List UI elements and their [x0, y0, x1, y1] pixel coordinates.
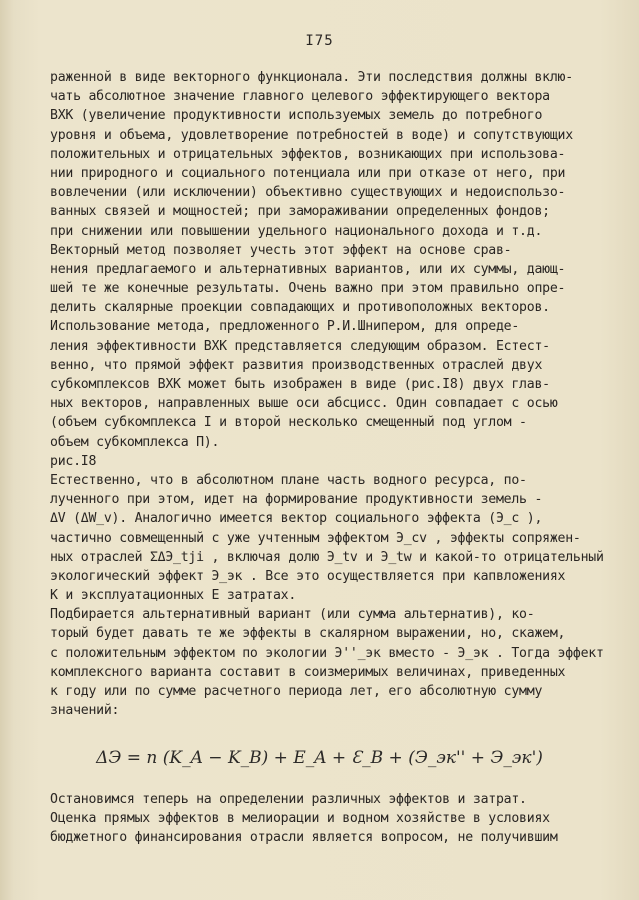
- text-line: с положительным эффектом по экологии Э''_эк вместо - Э_эк . Тогда эффект: [50, 645, 604, 661]
- text-line: чать абсолютное значение главного целевого эффектирующего вектора: [50, 89, 550, 105]
- text-line: Естественно, что в абсолютном плане часть водного ресурса, по-: [50, 472, 527, 488]
- text-line: ВХК (увеличение продуктивности используемых земель до потребного: [50, 108, 543, 124]
- text-line: комплексного варианта составит в соизмеримых величинах, приведенных: [50, 664, 566, 680]
- text-line: венно, что прямой эффект развития производственных отраслей двух: [50, 357, 543, 373]
- text-line: частично совмещенный с уже учтенным эффектом Э_cv , эффекты сопряжен-: [50, 530, 581, 546]
- equation: ΔЭ = n (K_A − K_B) + E_A + Ɛ_B + (Э_эк'' + Э_эк'): [96, 748, 543, 768]
- text-line: субкомплексов ВХК может быть изображен в виде (рис.I8) двух глав-: [50, 377, 550, 392]
- text-line: (объем субкомплекса I и второй несколько смещенный под углом -: [50, 415, 527, 431]
- text-line: при снижении или повышении удельного национального дохода и т.д.: [50, 223, 543, 239]
- text-line: Подбирается альтернативный вариант (или сумма альтернатив), ко-: [50, 607, 535, 623]
- page-number: I75: [305, 33, 334, 49]
- text-line: К и эксплуатационных Е затратах.: [50, 588, 297, 604]
- text-line: вовлечении (или исключении) объективно существующих и недоиспользо-: [50, 185, 566, 201]
- text-line: ных векторов, направленных выше оси абсцисс. Один совпадает с осью: [50, 396, 558, 412]
- text-line: ления эффективности ВХК представляется следующим образом. Естест-: [50, 338, 550, 354]
- text-line: значений:: [50, 703, 120, 719]
- text-line: раженной в виде векторного функционала. Эти последствия должны вклю-: [50, 70, 573, 85]
- text-line: шей те же конечные результаты. Очень важно при этом правильно опре-: [50, 281, 566, 297]
- text-line: к году или по сумме расчетного периода лет, его абсолютную сумму: [50, 684, 543, 699]
- text-line: торый будет давать те же эффекты в скалярном выражении, но, скажем,: [50, 626, 566, 642]
- text-line: ных отраслей ΣΔЭ_tji , включая долю Э_tv и Э_tw и какой-то отрицательный: [50, 549, 604, 565]
- text-line: ванных связей и мощностей; при замораживании определенных фондов;: [50, 204, 550, 220]
- text-line: объем субкомплекса П).: [50, 434, 220, 450]
- text-line: Векторный метод позволяет учесть этот эффект на основе срав-: [50, 242, 512, 258]
- closing-text-block: [50, 790, 606, 848]
- text-line: Остановимся теперь на определении различных эффектов и затрат.: [50, 792, 527, 807]
- text-line: экологический эффект Э_эк . Все это осуществляется при капвложениях: [50, 568, 566, 584]
- text-line: положительных и отрицательных эффектов, возникающих при использова-: [50, 146, 566, 162]
- main-text-block: [50, 68, 606, 720]
- text-line: ΔV (ΔW_v). Аналогично имеется вектор социального эффекта (Э_c ),: [50, 511, 543, 527]
- text-line: Оценка прямых эффектов в мелиорации и водном хозяйстве в условиях: [50, 811, 550, 827]
- text-line: лученного при этом, идет на формирование продуктивности земель -: [50, 492, 543, 508]
- text-line: нения предлагаемого и альтернативных вариантов, или их суммы, дающ-: [50, 261, 566, 277]
- figure-reference: рис.I8: [50, 453, 97, 469]
- text-line: уровня и объема, удовлетворение потребностей в воде) и сопутствующих: [50, 127, 573, 143]
- text-line: Использование метода, предложенного Р.И.Шнипером, для опреде-: [50, 319, 520, 335]
- text-line: делить скалярные проекции совпадающих и противоположных векторов.: [50, 300, 550, 316]
- text-line: нии природного и социального потенциала или при отказе от него, при: [50, 165, 566, 181]
- text-line: бюджетного финансирования отрасли является вопросом, не получившим: [50, 830, 558, 846]
